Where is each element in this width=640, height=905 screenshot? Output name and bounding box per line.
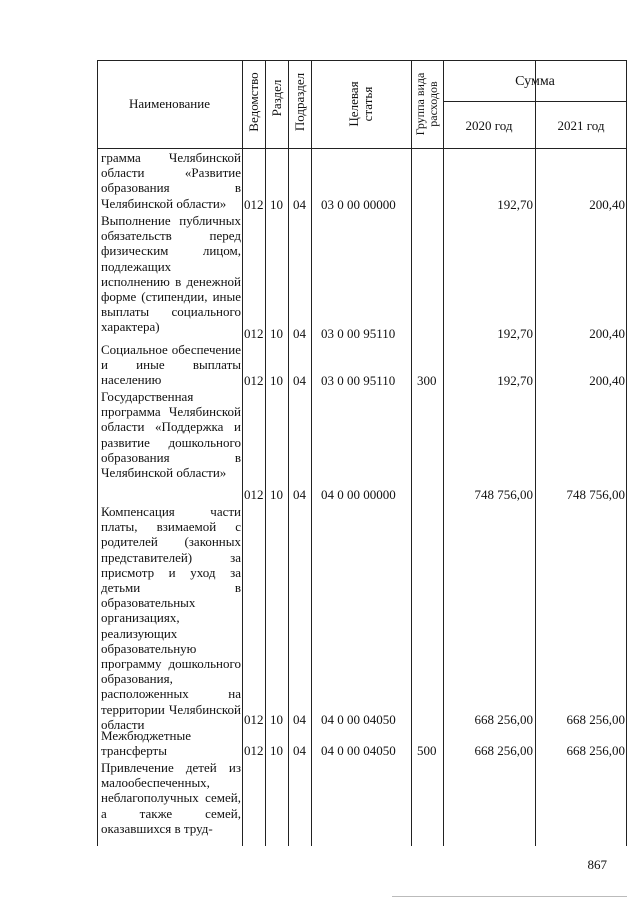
row-ved: 012	[244, 373, 264, 388]
row-sum-2020: 192,70	[497, 326, 533, 341]
header-summa: Сумма	[515, 74, 555, 89]
header-bottom-line	[97, 148, 627, 149]
row-sum-2020: 192,70	[497, 373, 533, 388]
footer-rule	[392, 896, 627, 897]
row-sum-2020: 192,70	[497, 197, 533, 212]
row-razdel: 10	[270, 743, 283, 758]
row-ved: 012	[244, 712, 264, 727]
row-name: Привлечение детей из малообеспеченных, неблагополучных семей, а также семей, оказавшихся в труд-	[101, 760, 241, 836]
sum-subheader-line	[443, 101, 627, 102]
row-podrazdel: 04	[293, 487, 306, 502]
column-divider-razdel	[288, 60, 289, 846]
header-tselevaya-text: Целевая статья	[346, 81, 375, 127]
column-divider-gruppa	[443, 60, 444, 846]
row-sum-2021: 200,40	[589, 373, 625, 388]
row-name: Социальное обеспечение и иные выплаты населению	[101, 342, 241, 388]
row-podrazdel: 04	[293, 712, 306, 727]
row-tselevaya: 03 0 00 00000	[321, 197, 396, 212]
header-name: Наименование	[129, 96, 210, 111]
row-podrazdel: 04	[293, 373, 306, 388]
table-border-right	[626, 60, 627, 846]
column-divider-ved	[265, 60, 266, 846]
header-2021: 2021 год	[557, 118, 605, 133]
row-sum-2020: 748 756,00	[474, 487, 533, 502]
row-sum-2020: 668 256,00	[474, 712, 533, 727]
row-ved: 012	[244, 487, 264, 502]
row-name: Выполнение публичных обязательств перед физическим лицом, подлежащих исполнению в денежной форме (стипендии, иные выплаты социального характера)	[101, 213, 241, 335]
row-sum-2021: 200,40	[589, 197, 625, 212]
row-gruppa: 300	[417, 373, 437, 388]
header-2020: 2020 год	[465, 118, 513, 133]
row-podrazdel: 04	[293, 326, 306, 341]
row-name: Государственная программа Челябинской области «Поддержка и развитие дошкольного образования в Челябинской области»	[101, 389, 241, 481]
row-sum-2021: 668 256,00	[566, 712, 625, 727]
row-sum-2021: 200,40	[589, 326, 625, 341]
header-podrazdel: Подраздел	[292, 72, 307, 132]
row-podrazdel: 04	[293, 743, 306, 758]
row-razdel: 10	[270, 326, 283, 341]
row-ved: 012	[244, 197, 264, 212]
row-tselevaya: 03 0 00 95110	[321, 373, 396, 388]
column-divider-tselevaya	[411, 60, 412, 846]
row-tselevaya: 03 0 00 95110	[321, 326, 396, 341]
row-tselevaya: 04 0 00 04050	[321, 743, 396, 758]
header-tselevaya	[347, 74, 375, 134]
table-border-top	[97, 60, 627, 61]
row-sum-2020: 668 256,00	[474, 743, 533, 758]
header-razdel: Раздел	[269, 79, 284, 117]
row-razdel: 10	[270, 373, 283, 388]
row-razdel: 10	[270, 197, 283, 212]
page-number: 867	[587, 857, 607, 872]
column-divider-2020	[535, 60, 536, 846]
table-border-left	[97, 60, 98, 846]
row-tselevaya: 04 0 00 04050	[321, 712, 396, 727]
row-tselevaya: 04 0 00 00000	[321, 487, 396, 502]
row-ved: 012	[244, 743, 264, 758]
row-sum-2021: 668 256,00	[566, 743, 625, 758]
header-gruppa-text: Группа вида расходов	[413, 72, 440, 136]
header-vedomstvo: Ведомство	[246, 72, 261, 132]
column-divider-podrazdel	[311, 60, 312, 846]
row-name: Компенсация части платы, взимаемой с родителей (законных представителей) за присмотр и уход за детьми в образовательных организациях, реализующих образовательную программу дошкольного образования, расположенных на территории Челябинской области	[101, 504, 241, 732]
row-podrazdel: 04	[293, 197, 306, 212]
header-gruppa	[414, 61, 440, 147]
row-sum-2021: 748 756,00	[566, 487, 625, 502]
row-razdel: 10	[270, 712, 283, 727]
row-razdel: 10	[270, 487, 283, 502]
row-name: грамма Челябинской области «Развитие образования в Челябинской области»	[101, 150, 241, 211]
column-divider-name	[242, 60, 243, 846]
row-name: Межбюджетные трансферты	[101, 728, 191, 759]
row-gruppa: 500	[417, 743, 437, 758]
row-ved: 012	[244, 326, 264, 341]
